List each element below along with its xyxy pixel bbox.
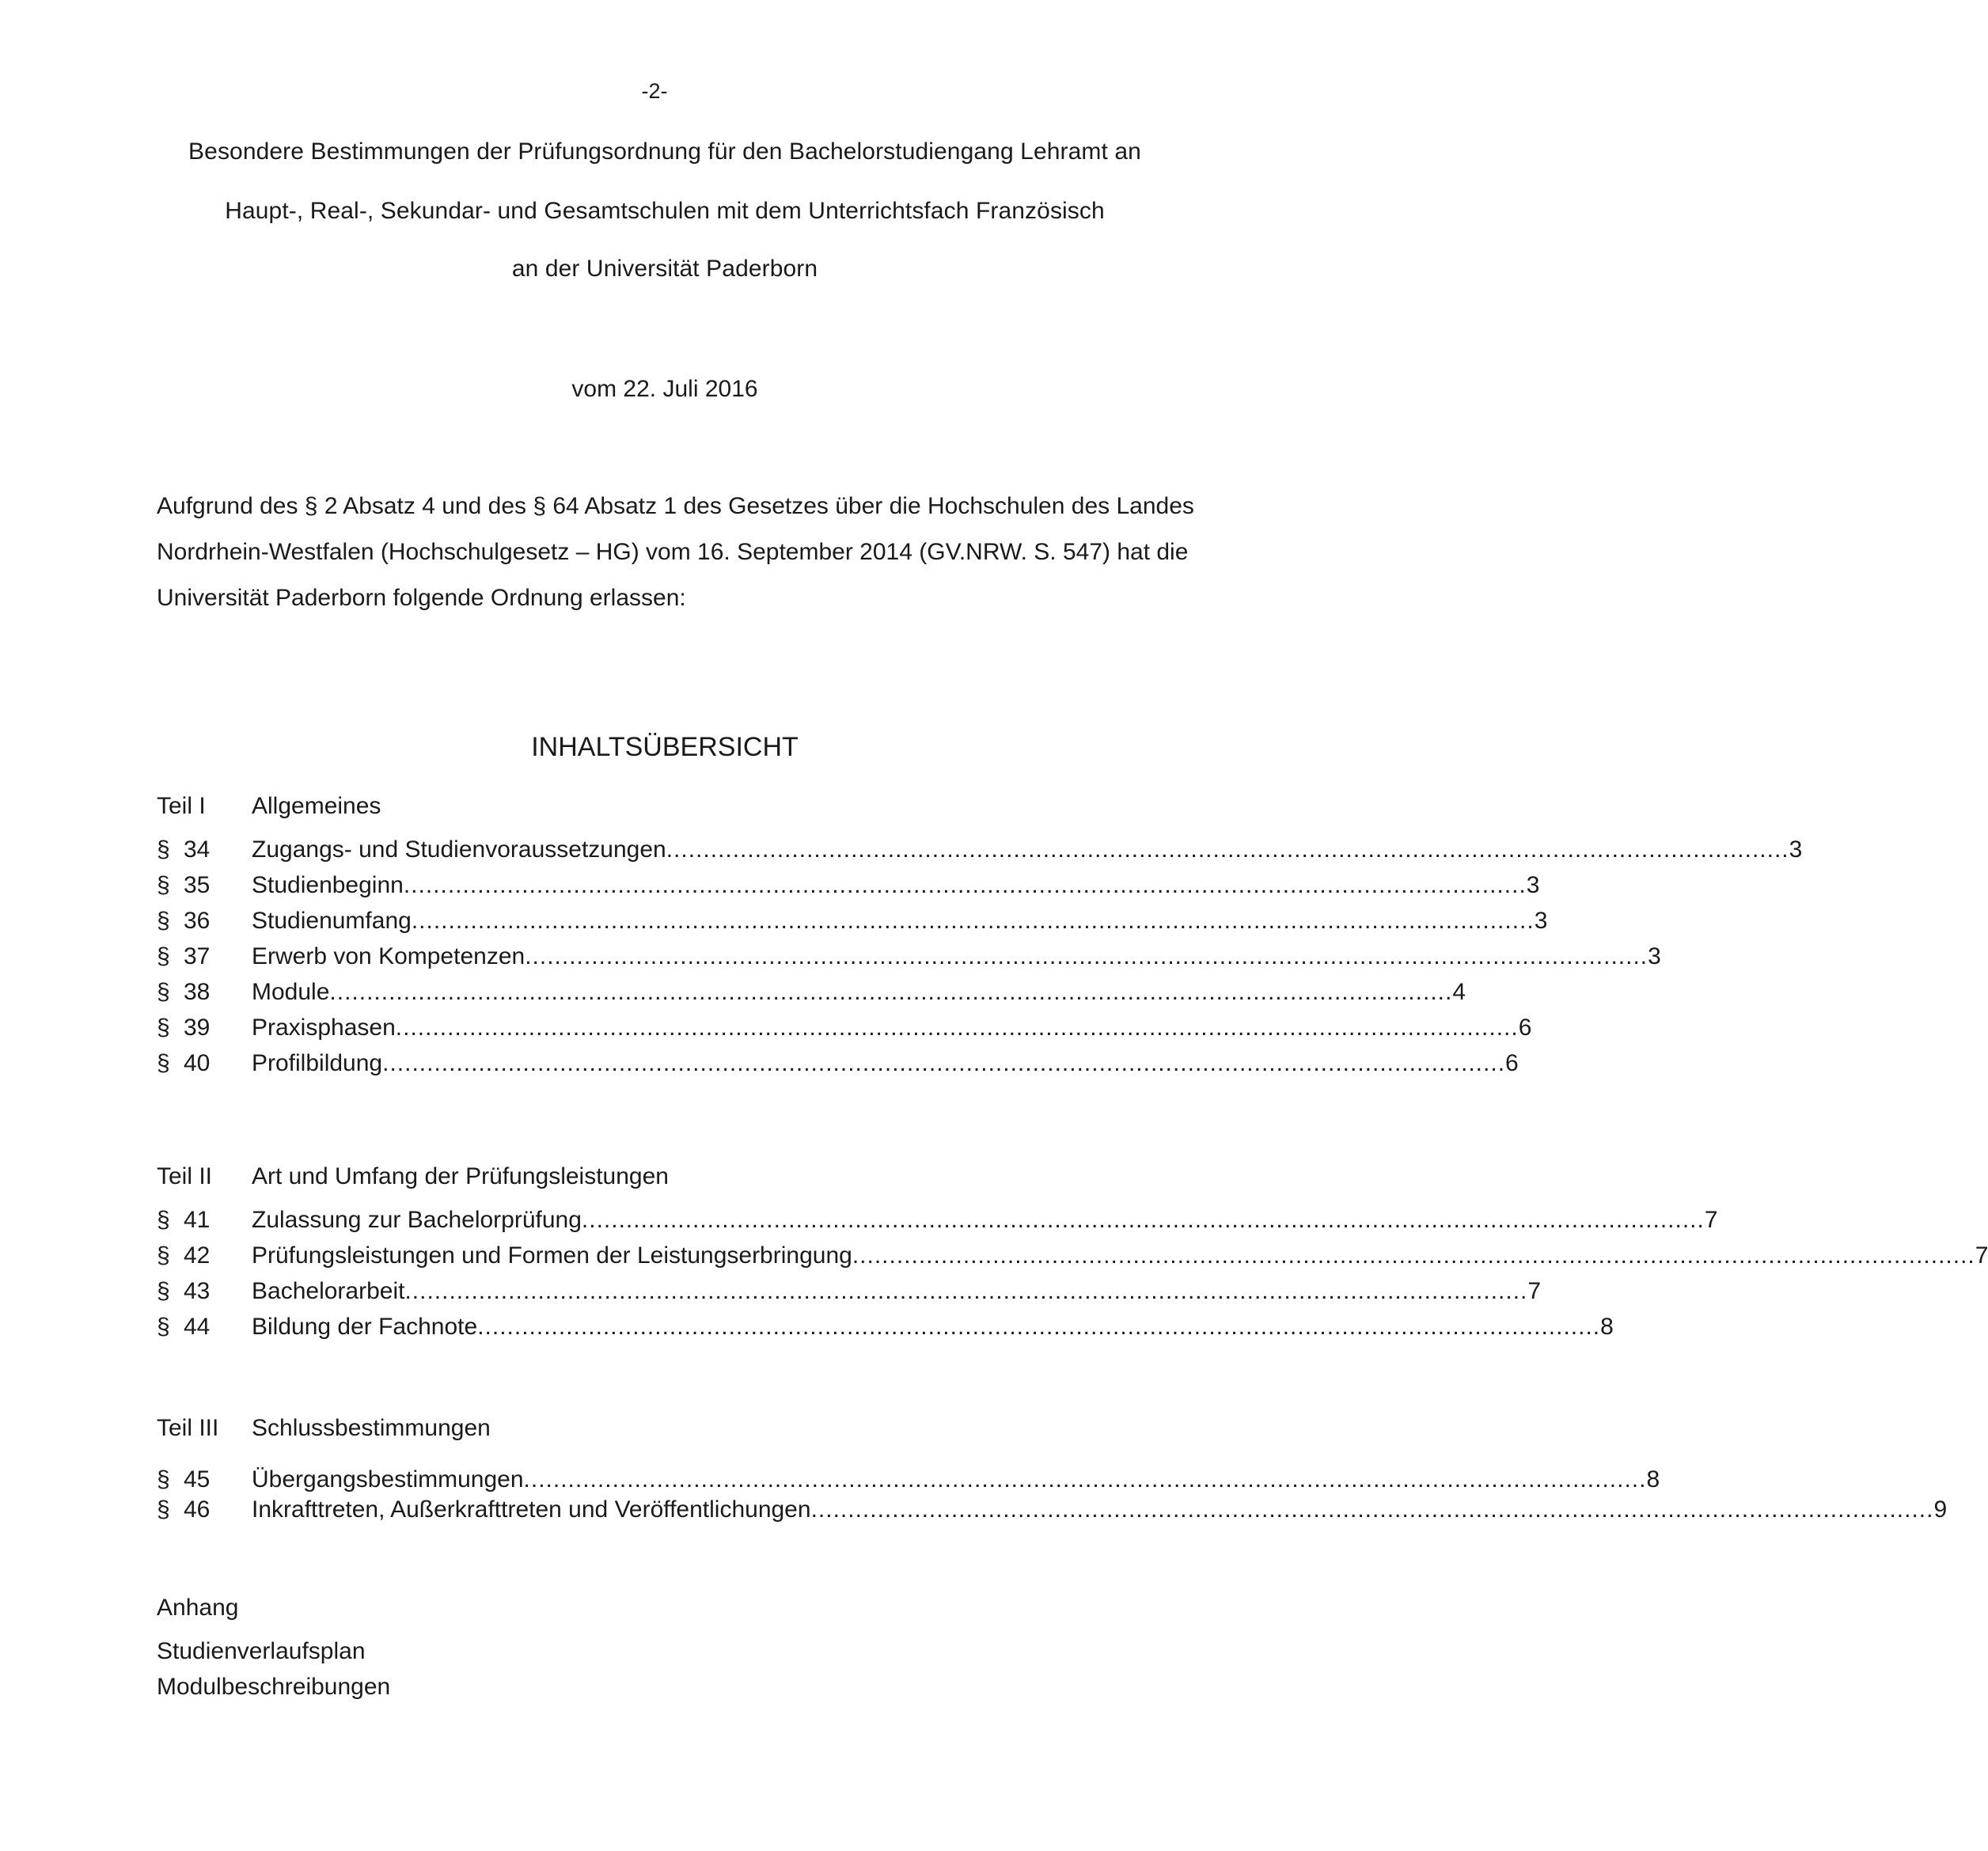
entry-page: 3 xyxy=(1789,836,1803,863)
section-number: 41 xyxy=(184,1207,211,1233)
toc-entry xyxy=(157,1278,1542,1310)
section-number: 40 xyxy=(184,1050,211,1076)
entry-title: Studienbeginn xyxy=(252,872,404,898)
entry-page: 6 xyxy=(1505,1050,1519,1076)
section-number: 43 xyxy=(184,1278,211,1304)
appendix-item: Modulbeschreibungen xyxy=(157,1674,391,1700)
entry-title: Module xyxy=(252,979,330,1005)
entry-title: Praxisphasen xyxy=(252,1015,396,1041)
preamble-line: Universität Paderborn folgende Ordnung erlassen: xyxy=(157,585,686,611)
leader-dots: ........................................................................................................................................................ xyxy=(411,908,1535,934)
entry-page: 9 xyxy=(1933,1496,1948,1523)
leader-dots: ........................................................................................................................................................ xyxy=(403,872,1527,898)
toc-entry xyxy=(157,1050,1519,1082)
section-number: 46 xyxy=(184,1496,211,1523)
toc-entry xyxy=(157,872,1540,904)
entry-title: Inkrafttreten, Außerkrafttreten und Veröffentlichungen xyxy=(252,1496,811,1523)
toc-entry xyxy=(157,1242,1988,1274)
entry-title: Studienumfang xyxy=(252,908,412,934)
toc-entry xyxy=(157,943,1661,975)
preamble-line: Nordrhein-Westfalen (Hochschulgesetz – HG) vom 16. September 2014 (GV.NRW. S. 547) hat die xyxy=(157,539,1189,565)
preamble-line: Aufgrund des § 2 Absatz 4 und des § 64 Absatz 1 des Gesetzes über die Hochschulen des Landes xyxy=(157,493,1194,519)
section-symbol: § xyxy=(157,1207,170,1233)
title-line: Besondere Bestimmungen der Prüfungsordnung für den Bachelorstudiengang Lehramt an xyxy=(188,138,1141,165)
section-number: 45 xyxy=(184,1466,211,1493)
entry-title: Profilbildung xyxy=(252,1050,383,1076)
part-label: Teil I xyxy=(157,793,206,819)
section-symbol: § xyxy=(157,908,170,934)
entry-title: Zulassung zur Bachelorprüfung xyxy=(252,1207,582,1233)
entry-title: Prüfungsleistungen und Formen der Leistungserbringung xyxy=(252,1242,852,1269)
entry-page: 7 xyxy=(1527,1278,1542,1304)
section-symbol: § xyxy=(157,1278,170,1304)
toc-entry xyxy=(157,1496,1948,1528)
section-number: 38 xyxy=(184,979,211,1005)
leader-dots: ........................................................................................................................................................ xyxy=(525,943,1648,969)
section-number: 37 xyxy=(184,943,211,969)
entry-title: Zugangs- und Studienvoraussetzungen xyxy=(252,836,666,863)
section-symbol: § xyxy=(157,1242,170,1269)
toc-entry xyxy=(157,1466,1660,1498)
part-label: Teil II xyxy=(157,1163,213,1189)
section-number: 42 xyxy=(184,1242,211,1269)
part-title: Allgemeines xyxy=(252,793,381,819)
leader-dots: ........................................................................................................................................................ xyxy=(666,836,1789,863)
section-symbol: § xyxy=(157,979,170,1005)
part-title: Art und Umfang der Prüfungsleistungen xyxy=(252,1163,669,1189)
toc-entry xyxy=(157,1207,1718,1238)
leader-dots: ........................................................................................................................................................ xyxy=(395,1015,1519,1041)
toc-entry xyxy=(157,836,1803,868)
section-number: 39 xyxy=(184,1015,211,1041)
entry-page: 8 xyxy=(1600,1314,1614,1340)
part-title: Schlussbestimmungen xyxy=(252,1415,491,1441)
section-number: 36 xyxy=(184,908,211,934)
toc-heading: INHALTSÜBERSICHT xyxy=(531,732,799,762)
section-number: 35 xyxy=(184,872,211,898)
leader-dots: ........................................................................................................................................................ xyxy=(404,1278,1528,1304)
entry-page: 7 xyxy=(1975,1242,1988,1269)
entry-page: 3 xyxy=(1534,908,1548,934)
entry-title: Bachelorarbeit xyxy=(252,1278,405,1304)
entry-title: Erwerb von Kompetenzen xyxy=(252,943,525,969)
toc-entry xyxy=(157,979,1466,1011)
section-symbol: § xyxy=(157,943,170,969)
leader-dots: ........................................................................................................................................................ xyxy=(329,979,1453,1005)
section-symbol: § xyxy=(157,836,170,863)
section-symbol: § xyxy=(157,1050,170,1076)
section-symbol: § xyxy=(157,1314,170,1340)
appendix-item: Studienverlaufsplan xyxy=(157,1638,366,1664)
toc-entry xyxy=(157,908,1548,939)
entry-page: 4 xyxy=(1452,979,1466,1005)
entry-title: Übergangsbestimmungen xyxy=(252,1466,524,1493)
title-line: Haupt-, Real-, Sekundar- und Gesamtschulen mit dem Unterrichtsfach Französisch xyxy=(225,198,1105,224)
section-number: 34 xyxy=(184,836,211,863)
page-number: -2- xyxy=(641,79,668,103)
appendix-heading: Anhang xyxy=(157,1595,239,1621)
leader-dots: ........................................................................................................................................................ xyxy=(523,1466,1647,1493)
entry-page: 7 xyxy=(1704,1207,1718,1233)
document-date: vom 22. Juli 2016 xyxy=(571,376,758,402)
section-number: 44 xyxy=(184,1314,211,1340)
section-symbol: § xyxy=(157,1466,170,1493)
section-symbol: § xyxy=(157,1496,170,1523)
entry-page: 8 xyxy=(1646,1466,1660,1493)
toc-entry xyxy=(157,1314,1614,1345)
leader-dots: ........................................................................................................................................................ xyxy=(852,1242,1975,1269)
entry-page: 3 xyxy=(1648,943,1661,969)
leader-dots: ........................................................................................................................................................ xyxy=(581,1207,1705,1233)
leader-dots: ........................................................................................................................................................ xyxy=(810,1496,1934,1523)
toc-entry xyxy=(157,1015,1532,1046)
section-symbol: § xyxy=(157,1015,170,1041)
entry-page: 3 xyxy=(1526,872,1540,898)
leader-dots: ........................................................................................................................................................ xyxy=(382,1050,1506,1076)
section-symbol: § xyxy=(157,872,170,898)
part-label: Teil III xyxy=(157,1415,219,1441)
entry-page: 6 xyxy=(1518,1015,1532,1041)
entry-title: Bildung der Fachnote xyxy=(252,1314,478,1340)
leader-dots: ........................................................................................................................................................ xyxy=(477,1314,1601,1340)
title-line: an der Universität Paderborn xyxy=(511,256,818,282)
